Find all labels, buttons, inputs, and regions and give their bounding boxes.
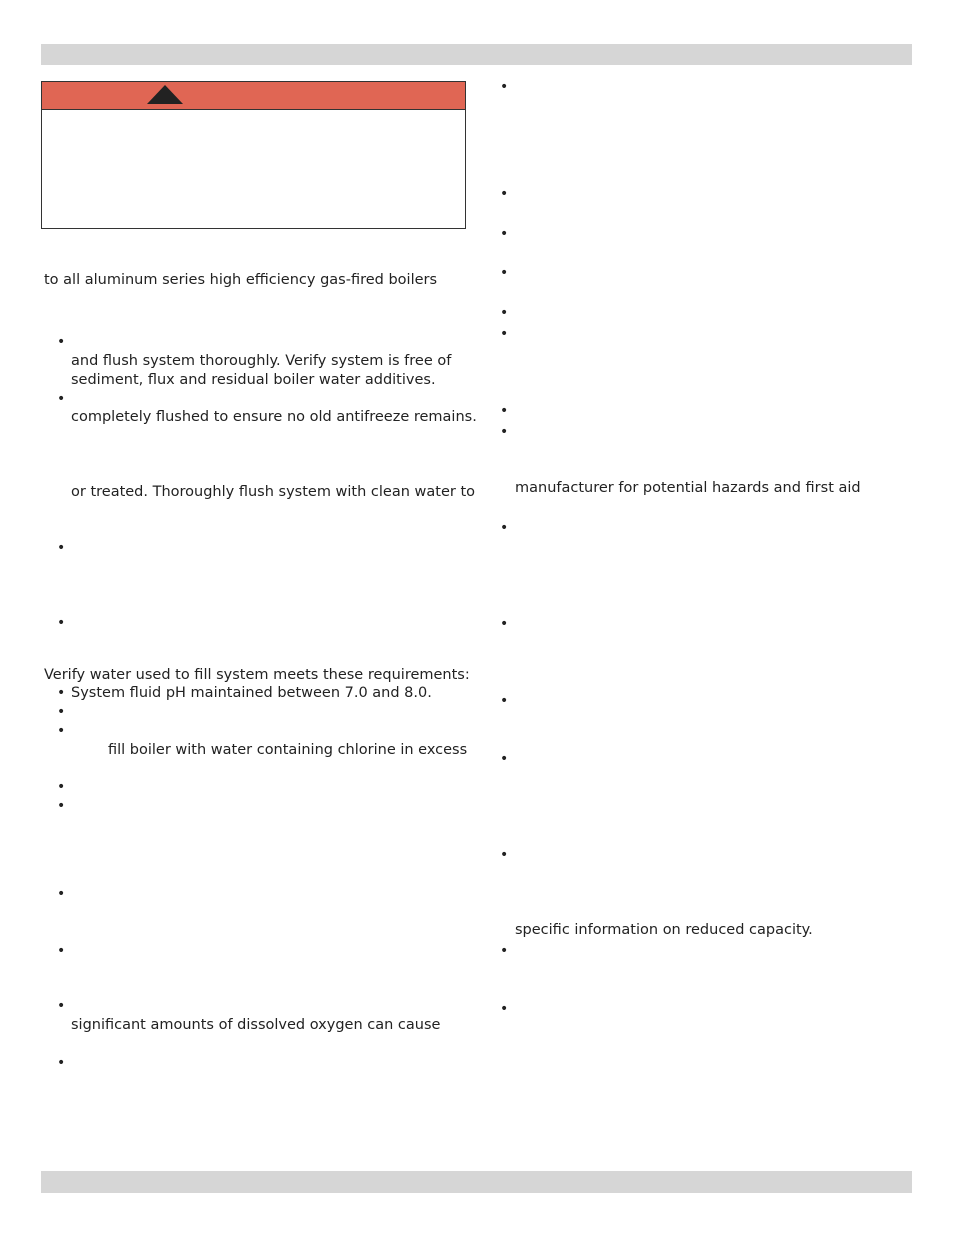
bullet-marker: •: [500, 326, 509, 342]
bullet-marker: •: [57, 1055, 66, 1071]
bullet-marker: •: [500, 1001, 509, 1017]
bullet-marker: •: [500, 305, 509, 321]
bullet-marker: •: [57, 886, 66, 902]
bullet-marker: •: [500, 186, 509, 202]
chlorine-line: fill boiler with water containing chlorine in excess: [108, 742, 468, 758]
bullet-marker: •: [57, 615, 66, 631]
ph-item: System fluid pH maintained between 7.0 and 8.0.: [71, 685, 432, 701]
hazards-line: manufacturer for potential hazards and first aid: [515, 480, 861, 496]
bullet-marker: •: [57, 943, 66, 959]
bullet-marker: •: [500, 520, 509, 536]
capacity-line: specific information on reduced capacity.: [515, 922, 813, 938]
bullet-marker: •: [57, 779, 66, 795]
bullet-marker: •: [57, 685, 66, 701]
antifreeze-line: completely flushed to ensure no old antifreeze remains.: [71, 409, 477, 425]
bullet-marker: •: [500, 79, 509, 95]
warning-triangle-icon: [147, 85, 183, 104]
bullet-marker: •: [57, 704, 66, 720]
requirements-intro: Verify water used to fill system meets these requirements:: [44, 667, 470, 683]
bullet-marker: •: [57, 998, 66, 1014]
bullet-marker: •: [500, 693, 509, 709]
bullet-marker: •: [57, 540, 66, 556]
bullet-marker: •: [500, 751, 509, 767]
bullet-marker: •: [500, 616, 509, 632]
footer-bar: [41, 1171, 912, 1193]
bullet-marker: •: [57, 723, 66, 739]
bullet-marker: •: [500, 424, 509, 440]
bullet-marker: •: [57, 798, 66, 814]
flush-line-1: and flush system thoroughly. Verify system is free of: [71, 353, 452, 369]
flush-line-2: sediment, flux and residual boiler water additives.: [71, 372, 436, 388]
bullet-marker: •: [500, 265, 509, 281]
bullet-marker: •: [57, 391, 66, 407]
warning-header: [42, 82, 465, 110]
warning-box: [41, 81, 466, 229]
bullet-marker: •: [500, 943, 509, 959]
intro-fragment: to all aluminum series high efficiency gas-fired boilers: [44, 272, 438, 288]
bullet-marker: •: [500, 226, 509, 242]
header-bar: [41, 44, 912, 65]
bullet-marker: •: [500, 847, 509, 863]
oxygen-line: significant amounts of dissolved oxygen can cause: [71, 1017, 441, 1033]
treated-line: or treated. Thoroughly flush system with clean water to: [71, 484, 476, 500]
bullet-marker: •: [57, 334, 66, 350]
bullet-marker: •: [500, 403, 509, 419]
